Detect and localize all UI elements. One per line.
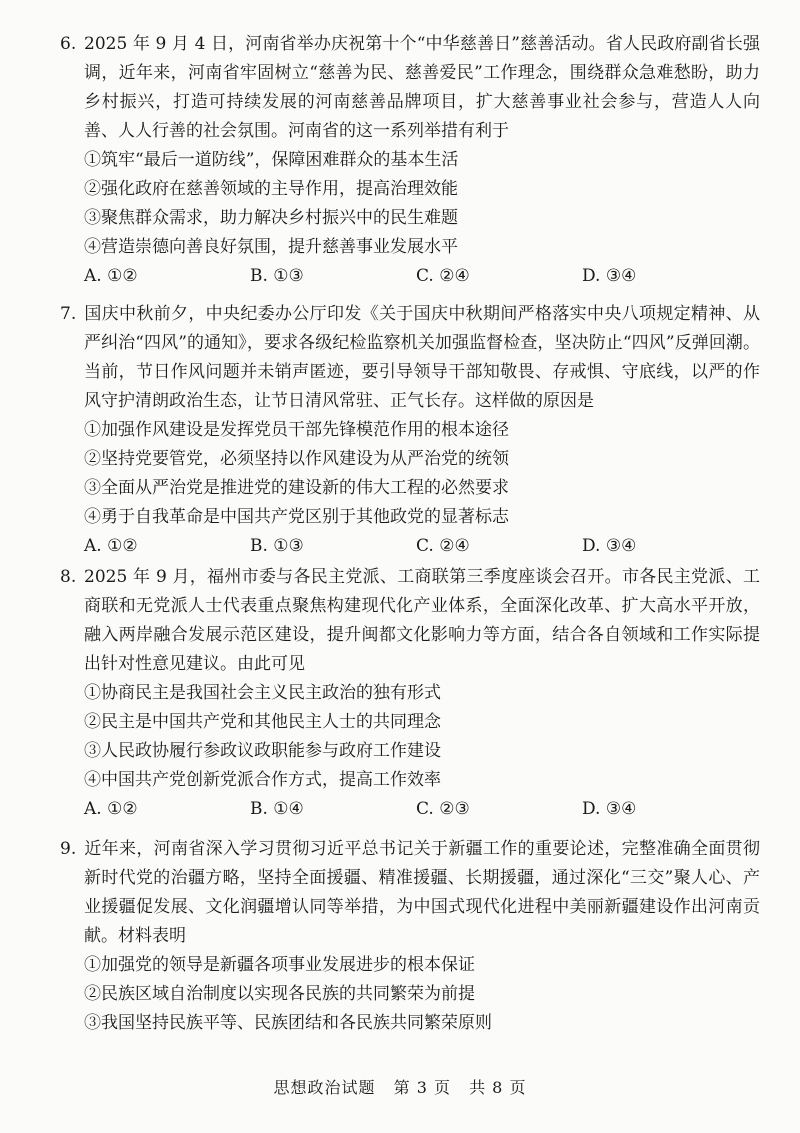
- option-statement: ③我国坚持民族平等、民族团结和各民族共同繁荣原则: [84, 1013, 492, 1033]
- choice-b: B. ①③: [250, 266, 304, 286]
- question-7: [60, 300, 760, 561]
- stem-text: 2025 年 9 月，福州市委与各民主党派、工商联第三季度座谈会召开。市各民主党派、工商联和无党派人士代表重点聚焦构建现代化产业体系，全面深化改革、扩大高水平开放，融入两岸融合发展示范区建设，提升闽都文化影响力等方面，结合各自领域和工作实际提出针对性意见建议。由此可见: [84, 567, 760, 674]
- choice-a: A. ①②: [84, 266, 138, 286]
- question-6: [60, 30, 760, 291]
- question-stem: [60, 300, 760, 416]
- option-statement: ②坚持党要管党，必须坚持以作风建设为从严治党的统领: [84, 449, 509, 469]
- answer-choices: [60, 795, 760, 824]
- choice-b: B. ①④: [250, 799, 304, 819]
- option-statement: ①加强作风建设是发挥党员干部先锋模范作用的根本途径: [84, 420, 509, 440]
- answer-choices: [60, 532, 760, 561]
- footer-page-number: 第 3 页: [393, 1078, 451, 1097]
- option-statement: ④中国共产党创新党派合作方式，提高工作效率: [84, 770, 441, 790]
- stem-text: 国庆中秋前夕，中央纪委办公厅印发《关于国庆中秋期间严格落实中央八项规定精神、从严纠治“四风”的通知》，要求各级纪检监察机关加强监督检查，坚决防止“四风”反弹回潮。当前，节日作风问题并未销声匿迹，要引导领导干部知敬畏、存戒惧、守底线，以严的作风守护清朗政治生态，让节日清风常驻、正气长存。这样做的原因是: [84, 304, 760, 411]
- option-statement: ④营造崇德向善良好氛围，提升慈善事业发展水平: [84, 237, 458, 257]
- footer-subject: 思想政治试题: [273, 1078, 376, 1097]
- option-statement: ①协商民主是我国社会主义民主政治的独有形式: [84, 683, 441, 703]
- choice-b: B. ①③: [250, 536, 304, 556]
- choice-c: C. ②④: [416, 266, 470, 286]
- option-statement: ③人民政协履行参政议政职能参与政府工作建设: [84, 741, 441, 761]
- choice-a: A. ①②: [84, 536, 138, 556]
- stem-text: 2025 年 9 月 4 日，河南省举办庆祝第十个“中华慈善日”慈善活动。省人民政府副省长强调，近年来，河南省牢固树立“慈善为民、慈善爱民”工作理念，围绕群众急难愁盼，助力乡村振兴，打造可持续发展的河南慈善品牌项目，扩大慈善事业社会参与，营造人人向善、人人行善的社会氛围。河南省的这一系列举措有利于: [84, 34, 760, 141]
- question-number: 7.: [60, 304, 77, 324]
- option-statement: ②强化政府在慈善领域的主导作用，提高治理效能: [84, 179, 458, 199]
- question-number: 6.: [60, 34, 77, 54]
- option-statement: ②民主是中国共产党和其他民主人士的共同理念: [84, 712, 441, 732]
- footer-total-pages: 共 8 页: [469, 1078, 527, 1097]
- question-stem: [60, 563, 760, 679]
- option-statement: ①筑牢“最后一道防线”，保障困难群众的基本生活: [84, 150, 459, 170]
- choice-d: D. ③④: [582, 536, 637, 556]
- question-stem: [60, 835, 760, 951]
- stem-text: 近年来，河南省深入学习贯彻习近平总书记关于新疆工作的重要论述，完整准确全面贯彻新时代党的治疆方略，坚持全面援疆、精准援疆、长期援疆，通过深化“三交”聚人心、产业援疆促发展、文化润疆增认同等举措，为中国式现代化进程中美丽新疆建设作出河南贡献。材料表明: [84, 839, 760, 946]
- question-stem: [60, 30, 760, 146]
- page-footer: [0, 1075, 800, 1098]
- choice-c: C. ②④: [416, 536, 470, 556]
- answer-choices: [60, 262, 760, 291]
- choice-d: D. ③④: [582, 266, 637, 286]
- choice-a: A. ①②: [84, 799, 138, 819]
- option-statement: ④勇于自我革命是中国共产党区别于其他政党的显著标志: [84, 507, 509, 527]
- option-statement: ③全面从严治党是推进党的建设新的伟大工程的必然要求: [84, 478, 509, 498]
- option-statement: ①加强党的领导是新疆各项事业发展进步的根本保证: [84, 955, 475, 975]
- choice-d: D. ③④: [582, 799, 637, 819]
- option-statement: ③聚焦群众需求，助力解决乡村振兴中的民生难题: [84, 208, 458, 228]
- question-number: 9.: [60, 839, 77, 859]
- choice-c: C. ②③: [416, 799, 470, 819]
- question-8: [60, 563, 760, 824]
- question-number: 8.: [60, 567, 77, 587]
- question-9: [60, 835, 760, 1038]
- option-statement: ②民族区域自治制度以实现各民族的共同繁荣为前提: [84, 984, 475, 1004]
